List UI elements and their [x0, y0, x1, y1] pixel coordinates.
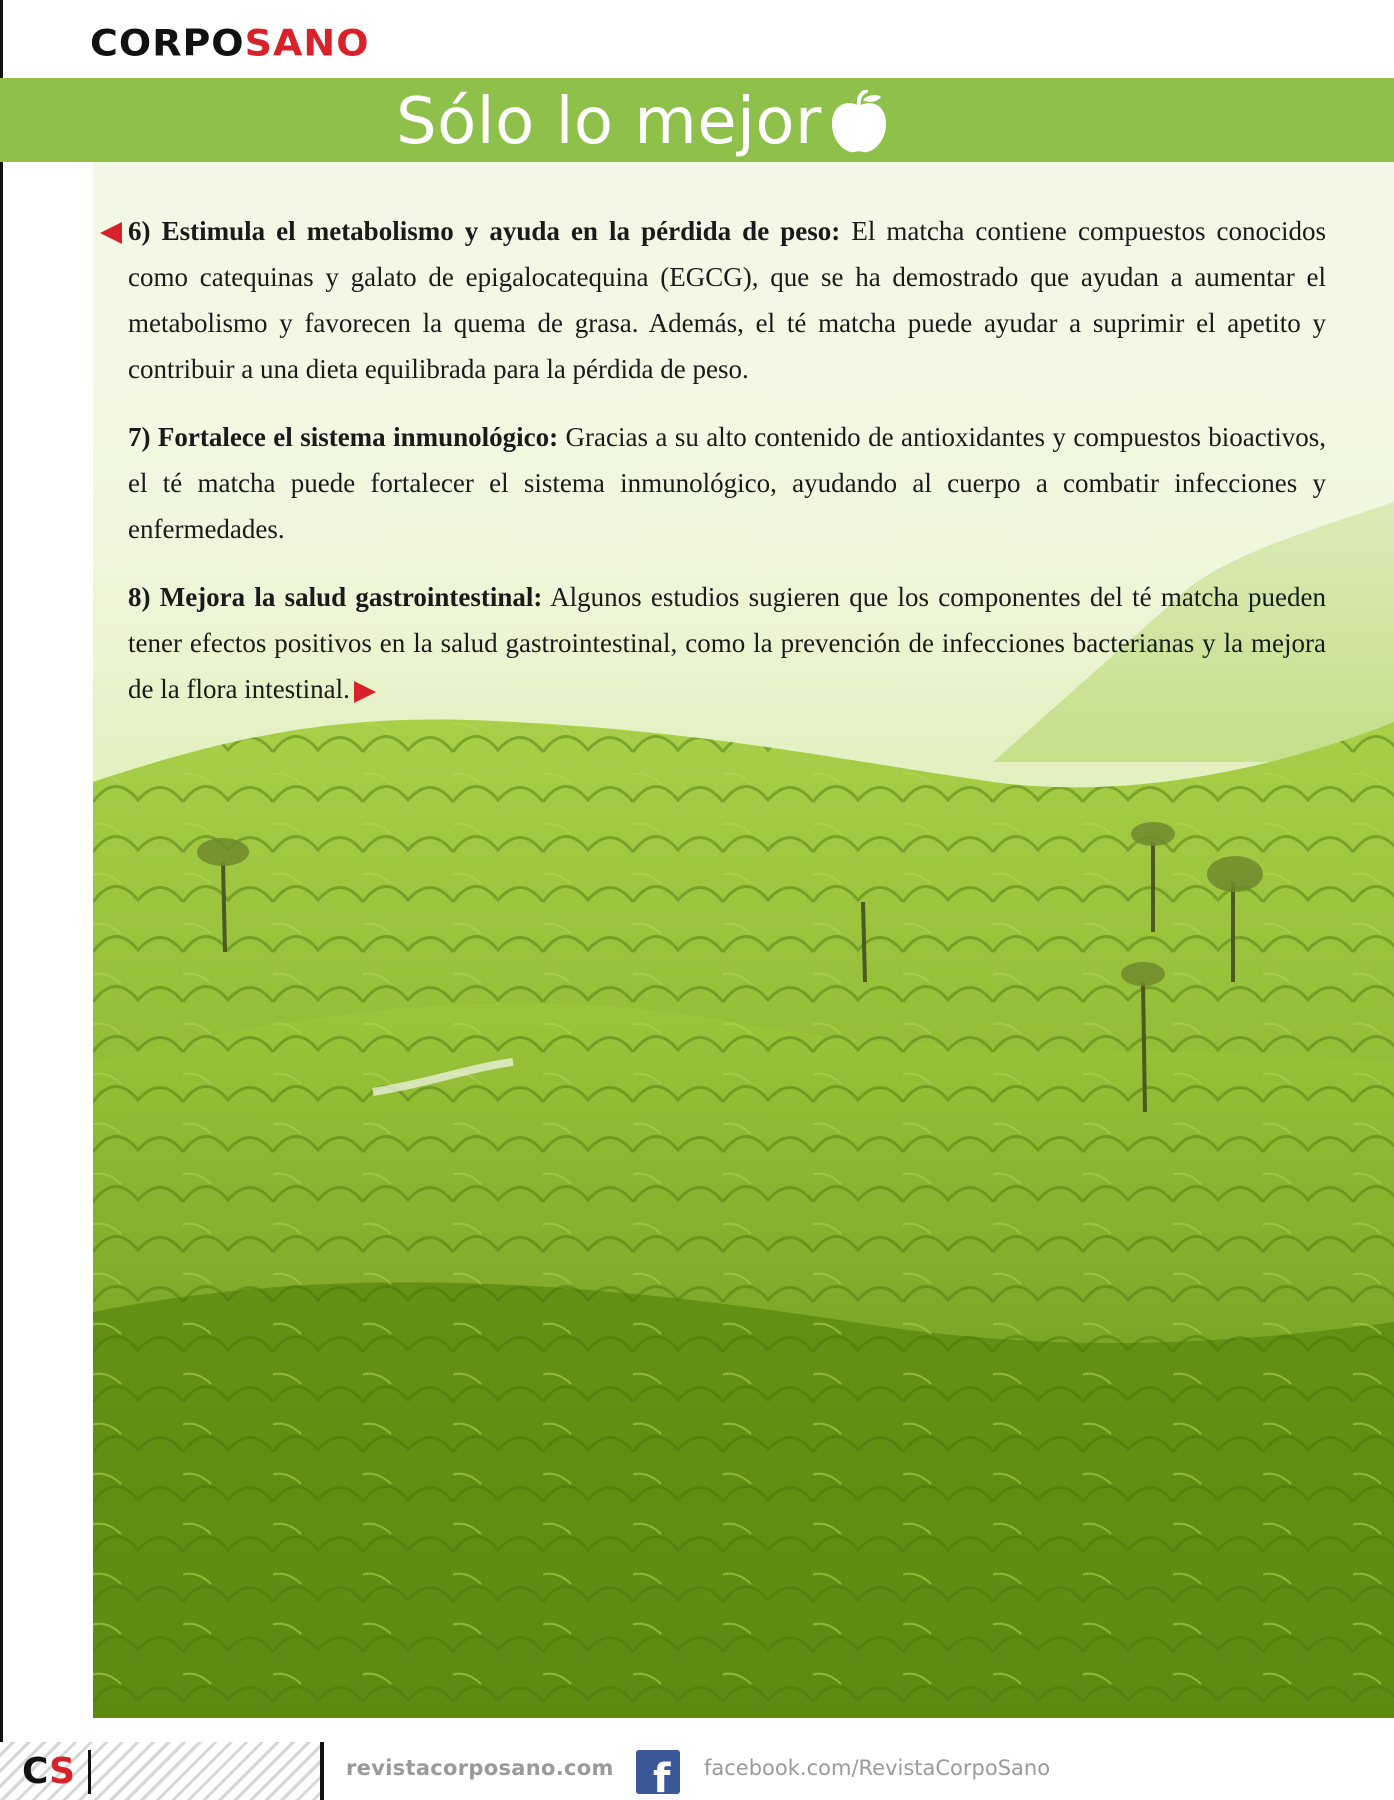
facebook-icon[interactable] — [636, 1750, 680, 1794]
benefit-heading: 8) Mejora la salud gastrointestinal: — [128, 582, 543, 612]
footer-cs-logo[interactable] — [22, 1752, 75, 1792]
left-edge-rule — [0, 0, 3, 1800]
footer-divider — [320, 1742, 324, 1800]
brand-logo[interactable] — [90, 21, 370, 65]
article-start-marker — [100, 222, 122, 244]
benefit-heading: 6) Estimula el metabolismo y ayuda en la pérdida de peso: — [128, 216, 841, 246]
article-end-marker — [354, 681, 376, 703]
benefit-text: Gracias a su alto contenido de antioxidantes y compuestos bioactivos, el té matcha puede fortalecer el sistema inmunológico, ayudando al cuerpo a combatir infecciones y enfermedades. — [128, 422, 1326, 544]
brand-logo-part2: SANO — [244, 22, 370, 64]
benefit-text: El matcha contiene compuestos conocidos como catequinas y galato de epigalocatequina (EGCG), que se ha demostrado que ayudan a aumentar el metabolismo y favorecen la quema de grasa. Además, el té matcha puede ayudar a suprimir el apetito y contribuir a una dieta equilibrada para la pérdida de peso. — [128, 216, 1326, 384]
article-body — [128, 208, 1326, 734]
page-footer — [0, 1742, 1394, 1800]
facebook-icon-letter: f — [653, 1756, 671, 1794]
footer-divider — [88, 1750, 91, 1794]
website-link[interactable]: revistacorposano.com — [346, 1756, 614, 1780]
apple-icon — [828, 90, 890, 156]
facebook-link[interactable]: facebook.com/RevistaCorpoSano — [704, 1756, 1051, 1780]
benefit-heading: 7) Fortalece el sistema inmunológico: — [128, 422, 559, 452]
benefit-paragraph — [128, 414, 1326, 552]
footer-logo-c: C — [22, 1751, 50, 1792]
brand-logo-part1: CORPO — [90, 22, 245, 64]
section-title: Sólo lo mejor — [396, 85, 822, 159]
footer-logo-s: S — [49, 1751, 76, 1792]
benefit-paragraph — [128, 574, 1326, 712]
benefit-text: Algunos estudios sugieren que los componentes del té matcha pueden tener efectos positivos en la salud gastrointestinal, como la prevención de infecciones bacterianas y la mejora de la flora intestinal. — [128, 582, 1326, 704]
benefit-paragraph — [128, 208, 1326, 392]
